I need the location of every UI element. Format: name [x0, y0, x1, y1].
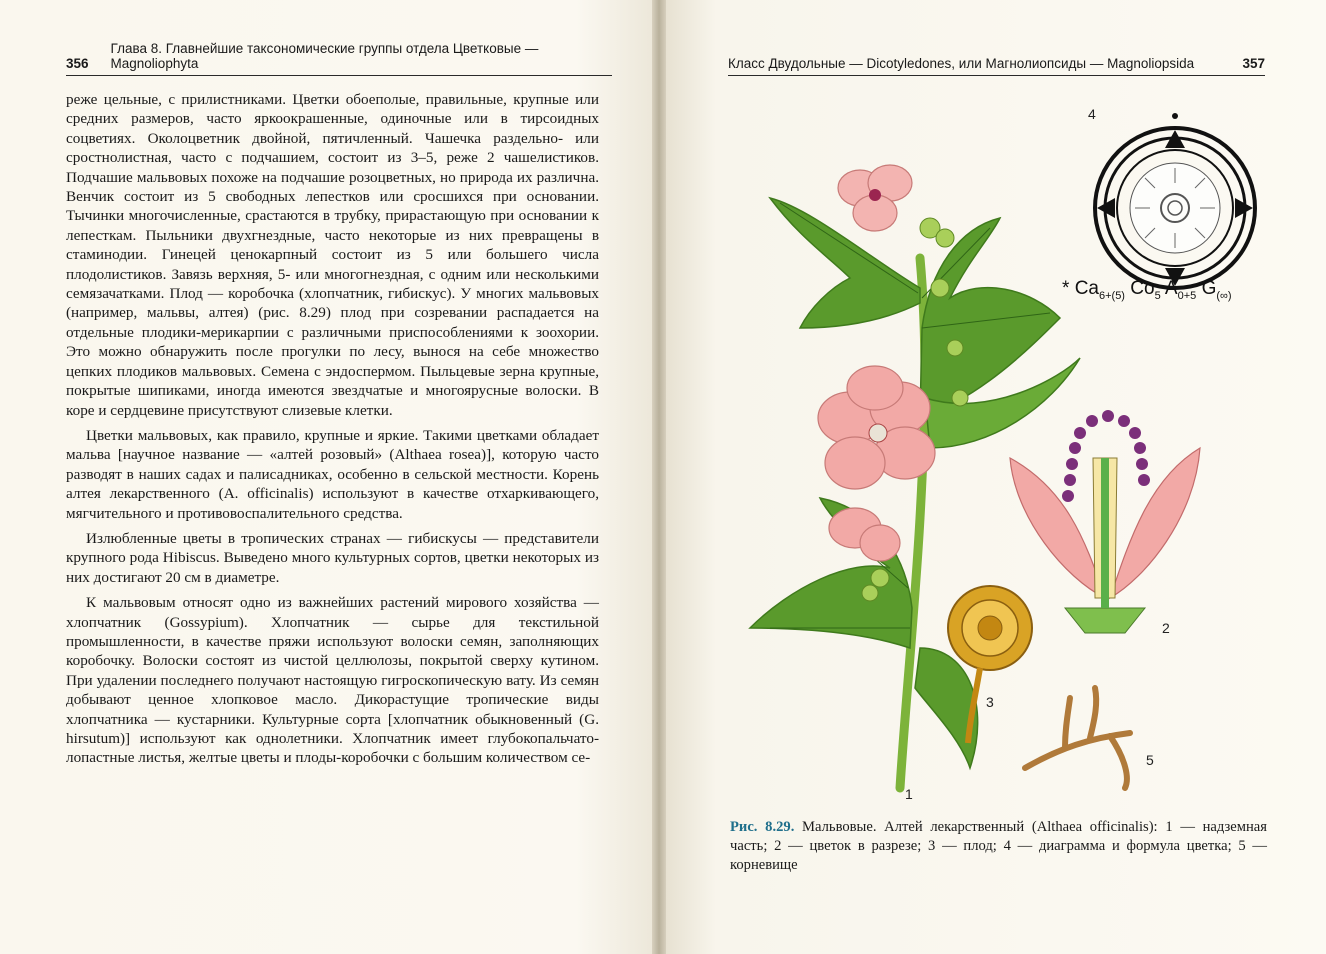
caption-label: Рис. 8.29.	[730, 819, 795, 835]
formula-gynoecium-count: (∞)	[1216, 289, 1232, 302]
flower-section	[1010, 448, 1200, 633]
right-running-head	[728, 50, 1265, 76]
right-class-title: Класс Двудольные — Dicotyledones, или Магнолиопсиды — Magnoliopsida	[728, 56, 1195, 71]
formula-corolla: Co	[1130, 278, 1155, 299]
rhizome	[1025, 688, 1130, 788]
flower-top	[838, 165, 912, 231]
label-3: 3	[986, 694, 994, 710]
label-1: 1	[905, 786, 913, 802]
paragraph-4: К мальвовым относят одно из важнейших растений мирового хозяйства — хлопчатник (Gossypium). Хлопчатник — сырье для текстильной промышленности, в качестве пряжи используют волоски семян, заполняющих коробочку. Волоски состоят из чистой целлюлозы, покрытой сверху кутином. При удалении последнего получают настоящую гигроскопическую вату. Из семян добывают ценное хлопковое масло. Дикорастущие тропические виды хлопчатника — кустарники. Культурные сорта [хлопчатник обыкновенный (G. hirsutum)] используют как однолетники. Хлопчатник имеет глубокопальчато-лопастные листья, желтые цветы и плоды-коробочки с большим количеством се-	[66, 594, 599, 767]
formula-gynoecium: G	[1201, 278, 1217, 299]
left-page-number: 356	[66, 56, 89, 71]
formula-calyx-count: 6+(5)	[1098, 289, 1125, 302]
label-2: 2	[1162, 620, 1170, 636]
paragraph-2: Цветки мальвовых, как правило, крупные и яркие. Такими цветками обладает мальва [научное название — «алтей розовый» (Althaea rosea)], которую часто разводят в наших садах и палисадниках, особенно в сельской местности. Корень алтея лекарственного (A. officinalis) используют в качестве отхаркивающего, мягчительного и противовоспалительного средства.	[66, 426, 599, 522]
althaea-illustration	[730, 88, 1280, 808]
formula-androecium: A	[1164, 278, 1178, 299]
right-page-number: 357	[1242, 56, 1265, 71]
flower-diagram	[1095, 113, 1255, 288]
figure-caption	[730, 818, 1267, 875]
formula-calyx: Ca	[1074, 278, 1099, 299]
flower-bud-lower	[829, 508, 900, 561]
caption-text: Мальвовые. Алтей лекарственный (Althaea officinalis): 1 — надземная часть; 2 — цветок в разрезе; 3 — плод; 4 — диаграмма и формула цветка; 5 — корневище	[730, 819, 1267, 873]
label-5: 5	[1146, 752, 1154, 768]
left-chapter-title: Глава 8. Главнейшие таксономические группы отдела Цветковые — Magnoliophyta	[110, 41, 539, 71]
flower-formula	[1062, 278, 1232, 302]
formula-star: *	[1062, 278, 1070, 299]
left-body-text	[66, 90, 599, 768]
formula-corolla-count: 5	[1154, 289, 1161, 302]
paragraph-1: реже цельные, с прилистниками. Цветки обоеполые, правильные, крупные или средних размеров, часто яркоокрашенные, одиночные или в тирсоидных соцветиях. Околоцветник двойной, пятичленный. Чашечка раздельно- или сростнолистная, часто с подчашием, состоит из 3–5, реже 2 чашелистиков. Подчашие мальвовых похоже на подчашие розоцветных, но природа их различна. Венчик состоит из 5 свободных лепестков или сросшихся при основании. Тычинки многочисленные, срастаются в трубку, прирастающую при основании к лепесткам. Пыльники двухгнездные, часто некоторые из них превращены в стаминодии. Гинецей ценокарпный состоит из 5 или большего числа плодолистиков. Завязь верхняя, 5- или многогнездная, с одним или несколькими семязачатками. Плод — коробочка (хлопчатник, гибискус). У многих мальвовых (например, мальвы, алтея) (рис. 8.29) плод при созревании распадается на отдельные плодики-мерикарпии с различными приспособлениями к зоохории. Это можно обнаружить после прогулки по лесу, вынося на себе множество цепких плодиков мальвовых. Семена с эндоспермом. Пыльцевые зерна крупные, покрытые шипиками, иногда имеются звездчатые и многоярусные волоски. В коре и сердцевине присутствуют слизевые клетки.	[66, 91, 599, 419]
paragraph-3: Излюбленные цветы в тропических странах — гибискусы — представители крупного рода Hibiscus. Выведено много культурных сортов, цветки некоторых из них достигают 20 см в диаметре.	[66, 529, 599, 586]
label-4: 4	[1088, 106, 1096, 122]
left-running-head	[66, 41, 612, 76]
flower-middle	[818, 366, 935, 489]
book-gutter	[652, 0, 666, 954]
formula-androecium-count: 0+5	[1177, 289, 1197, 302]
